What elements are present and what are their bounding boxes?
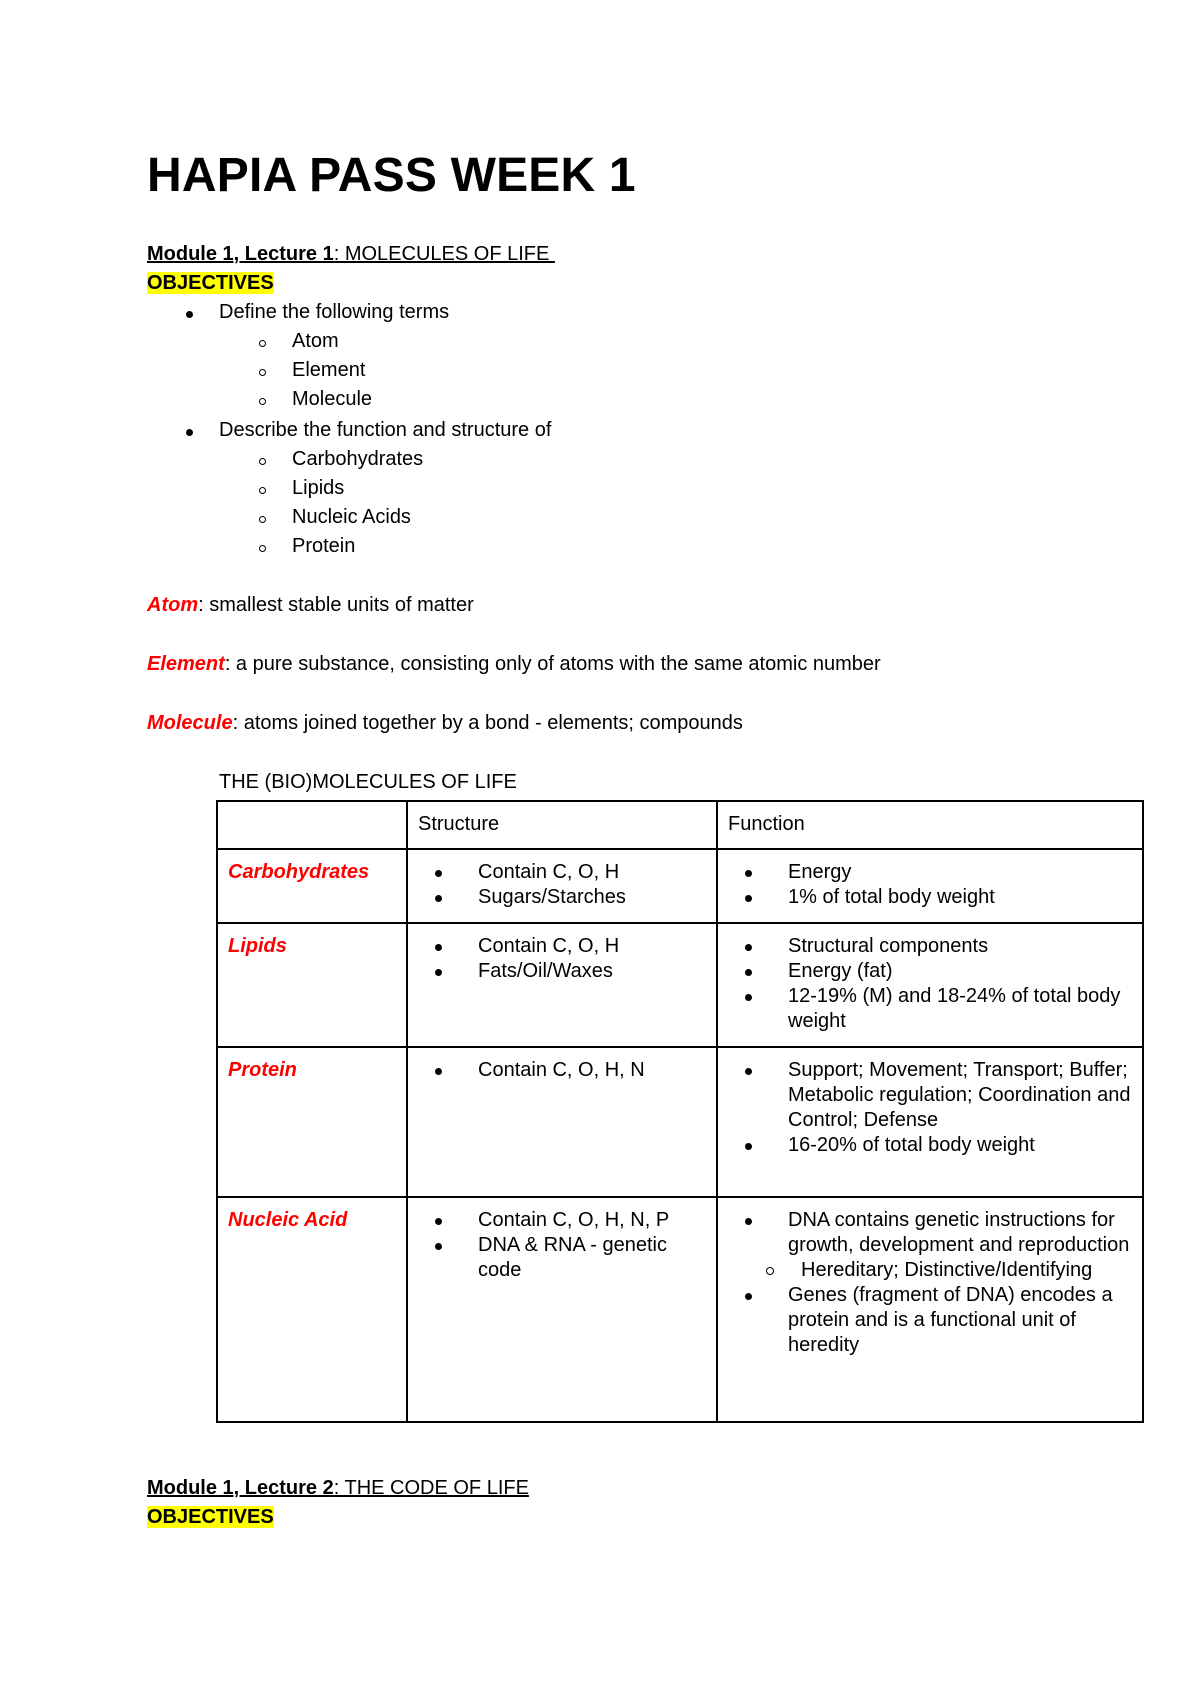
list-item xyxy=(728,1208,1132,1283)
definition-text: : smallest stable units of matter xyxy=(198,594,474,616)
objective-subitem: Protein xyxy=(292,535,356,557)
list-item: Contain C, O, H, N, P xyxy=(418,1208,706,1233)
hollow-bullet-icon xyxy=(259,369,266,376)
list-item: 16-20% of total body weight xyxy=(728,1133,1132,1158)
table-header-cell: Function xyxy=(717,801,1143,849)
list-item: Energy (fat) xyxy=(728,959,1132,984)
list-item: Contain C, O, H, N xyxy=(418,1058,706,1083)
objective-subitem: Atom xyxy=(292,330,339,352)
function-cell xyxy=(717,1197,1143,1422)
definition-atom xyxy=(147,591,474,620)
biomolecules-table xyxy=(216,800,1144,1423)
row-label: Protein xyxy=(217,1047,407,1197)
page-title: HAPIA PASS WEEK 1 xyxy=(147,149,636,202)
structure-cell xyxy=(407,1197,717,1422)
list-item: Energy xyxy=(728,860,1132,885)
function-cell xyxy=(717,1047,1143,1197)
list-item: 12-19% (M) and 18-24% of total body weight xyxy=(728,984,1132,1034)
definition-term: Element xyxy=(147,653,225,675)
lecture-1-module-label: Module 1, Lecture 1 xyxy=(147,243,334,265)
list-item-text: DNA contains genetic instructions for growth, development and reproduction xyxy=(788,1209,1130,1256)
list-item: Fats/Oil/Waxes xyxy=(418,959,706,984)
hollow-bullet-icon xyxy=(259,487,266,494)
hollow-bullet-icon xyxy=(259,340,266,347)
table-row xyxy=(217,849,1143,923)
list-item: Sugars/Starches xyxy=(418,885,706,910)
table-header-cell xyxy=(217,801,407,849)
hollow-bullet-icon xyxy=(259,458,266,465)
lecture-1-heading xyxy=(147,240,555,269)
objectives-highlight: OBJECTIVES xyxy=(147,272,274,294)
definition-term: Atom xyxy=(147,594,199,616)
list-item: Structural components xyxy=(728,934,1132,959)
structure-cell xyxy=(407,1047,717,1197)
row-label: Lipids xyxy=(217,923,407,1047)
lecture-2-heading xyxy=(147,1474,529,1503)
lecture-1-objectives-label xyxy=(147,269,274,298)
lecture-2-objectives-label xyxy=(147,1503,274,1532)
definition-text: : a pure substance, consisting only of atoms with the same atomic number xyxy=(224,653,881,675)
objective-subitem: Molecule xyxy=(292,388,373,410)
function-cell xyxy=(717,923,1143,1047)
bullet-dot-icon xyxy=(186,429,193,436)
table-header-row xyxy=(217,801,1143,849)
bullet-dot-icon xyxy=(186,311,193,318)
lecture-1-module-title: : MOLECULES OF LIFE xyxy=(333,243,555,265)
lecture-2-module-title: : THE CODE OF LIFE xyxy=(333,1477,529,1499)
row-label: Carbohydrates xyxy=(217,849,407,923)
list-item: Contain C, O, H xyxy=(418,934,706,959)
definition-term: Molecule xyxy=(147,712,233,734)
objective-subitem: Carbohydrates xyxy=(292,448,424,470)
objectives-highlight: OBJECTIVES xyxy=(147,1506,274,1528)
definition-text: : atoms joined together by a bond - elements; compounds xyxy=(232,712,743,734)
definition-molecule xyxy=(147,709,743,738)
list-item: Contain C, O, H xyxy=(418,860,706,885)
table-caption: THE (BIO)MOLECULES OF LIFE xyxy=(219,771,517,793)
structure-cell xyxy=(407,849,717,923)
structure-cell xyxy=(407,923,717,1047)
lecture-2-module-label: Module 1, Lecture 2 xyxy=(147,1477,334,1499)
definition-element xyxy=(147,650,881,679)
list-item: Support; Movement; Transport; Buffer; Metabolic regulation; Coordination and Control; Defense xyxy=(728,1058,1132,1133)
hollow-bullet-icon xyxy=(259,516,266,523)
objective-item: Describe the function and structure of xyxy=(219,419,552,441)
list-item: Genes (fragment of DNA) encodes a protein and is a functional unit of heredity xyxy=(728,1283,1132,1358)
objective-subitem: Lipids xyxy=(292,477,345,499)
table-row xyxy=(217,923,1143,1047)
sub-list-item: Hereditary; Distinctive/Identifying xyxy=(728,1258,1132,1283)
objective-item: Define the following terms xyxy=(219,301,450,323)
objective-subitem: Element xyxy=(292,359,366,381)
table-row xyxy=(217,1047,1143,1197)
list-item: DNA & RNA - genetic code xyxy=(418,1233,706,1283)
list-item: 1% of total body weight xyxy=(728,885,1132,910)
table-header-cell: Structure xyxy=(407,801,717,849)
objective-subitem: Nucleic Acids xyxy=(292,506,411,528)
table-row xyxy=(217,1197,1143,1422)
function-cell xyxy=(717,849,1143,923)
hollow-bullet-icon xyxy=(259,545,266,552)
row-label: Nucleic Acid xyxy=(217,1197,407,1422)
hollow-bullet-icon xyxy=(259,398,266,405)
